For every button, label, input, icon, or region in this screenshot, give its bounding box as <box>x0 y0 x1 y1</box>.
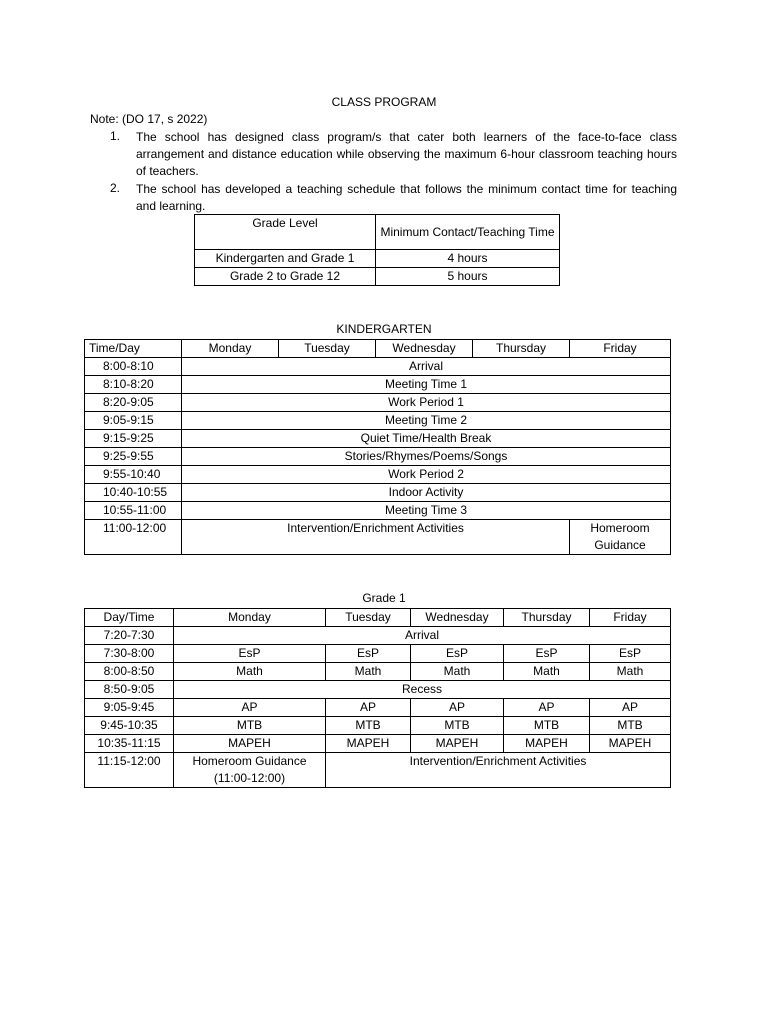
subject-cell: AP <box>411 699 504 717</box>
time-cell: 9:05-9:15 <box>85 412 182 430</box>
subject-cell: MAPEH <box>590 735 671 753</box>
activity-cell: Work Period 1 <box>182 394 671 412</box>
activity-cell: Work Period 2 <box>182 466 671 484</box>
table-header-row <box>85 340 671 358</box>
table-row <box>195 268 560 286</box>
subject-cell: MAPEH <box>411 735 504 753</box>
friday-cell: Homeroom Guidance <box>570 520 671 555</box>
table-header: Grade Level <box>195 215 376 250</box>
table-header: Friday <box>570 340 671 358</box>
activity-cell: Quiet Time/Health Break <box>182 430 671 448</box>
subject-cell: Math <box>590 663 671 681</box>
subject-cell: AP <box>326 699 411 717</box>
time-cell: 9:55-10:40 <box>85 466 182 484</box>
time-cell: 11:15-12:00 <box>85 753 174 788</box>
table-row <box>85 735 671 753</box>
table-header: Wednesday <box>411 609 504 627</box>
table-row <box>85 645 671 663</box>
contact-time-table <box>194 214 560 286</box>
note-list <box>110 129 677 216</box>
table-header: Monday <box>174 609 326 627</box>
table-row <box>85 753 671 788</box>
table-header: Tuesday <box>279 340 376 358</box>
subject-cell: MTB <box>504 717 590 735</box>
activity-cell: Arrival <box>182 358 671 376</box>
table-header: Wednesday <box>376 340 473 358</box>
table-row <box>85 412 671 430</box>
time-cell: 11:00-12:00 <box>85 520 182 555</box>
table-row <box>85 520 671 555</box>
table-cell: Kindergarten and Grade 1 <box>195 250 376 268</box>
time-cell: 8:00-8:50 <box>85 663 174 681</box>
subject-cell: Math <box>504 663 590 681</box>
table-header: Minimum Contact/Teaching Time <box>376 215 560 250</box>
subject-cell: EsP <box>504 645 590 663</box>
table-row <box>85 717 671 735</box>
time-cell: 9:45-10:35 <box>85 717 174 735</box>
table-cell: Grade 2 to Grade 12 <box>195 268 376 286</box>
subject-cell: MTB <box>590 717 671 735</box>
time-cell: 7:20-7:30 <box>85 627 174 645</box>
time-cell: 10:40-10:55 <box>85 484 182 502</box>
table-header: Thursday <box>504 609 590 627</box>
kindergarten-caption: KINDERGARTEN <box>336 322 432 336</box>
homeroom-time-line: (11:00-12:00) <box>213 771 286 785</box>
homeroom-cell <box>174 753 326 788</box>
subject-cell: MAPEH <box>326 735 411 753</box>
table-header: Tuesday <box>326 609 411 627</box>
note-line: Note: (DO 17, s 2022) <box>90 112 208 126</box>
table-row <box>85 448 671 466</box>
subject-cell: AP <box>174 699 326 717</box>
subject-cell: Math <box>411 663 504 681</box>
grade1-table <box>84 608 671 788</box>
subject-cell: EsP <box>411 645 504 663</box>
table-header: Day/Time <box>85 609 174 627</box>
subject-cell: Math <box>326 663 411 681</box>
list-item <box>110 129 677 180</box>
table-row <box>85 502 671 520</box>
list-number: 1. <box>110 129 121 143</box>
time-cell: 8:00-8:10 <box>85 358 182 376</box>
activity-cell: Meeting Time 1 <box>182 376 671 394</box>
table-row <box>85 484 671 502</box>
table-header: Friday <box>590 609 671 627</box>
subject-cell: EsP <box>174 645 326 663</box>
activity-cell: Intervention/Enrichment Activities <box>326 753 671 788</box>
list-text: The school has developed a teaching schedule that follows the minimum contact time for teaching and learning. <box>136 182 677 213</box>
table-cell: 4 hours <box>376 250 560 268</box>
subject-cell: MTB <box>326 717 411 735</box>
time-cell: 10:55-11:00 <box>85 502 182 520</box>
time-cell: 9:25-9:55 <box>85 448 182 466</box>
activity-cell: Indoor Activity <box>182 484 671 502</box>
page-title: CLASS PROGRAM <box>331 95 437 109</box>
activity-cell: Recess <box>174 681 671 699</box>
activity-cell: Arrival <box>174 627 671 645</box>
activity-cell: Stories/Rhymes/Poems/Songs <box>182 448 671 466</box>
table-header-row <box>85 609 671 627</box>
time-cell: 8:50-9:05 <box>85 681 174 699</box>
subject-cell: MTB <box>174 717 326 735</box>
table-row <box>85 681 671 699</box>
subject-cell: Math <box>174 663 326 681</box>
subject-cell: EsP <box>326 645 411 663</box>
table-row <box>195 250 560 268</box>
activity-cell: Meeting Time 2 <box>182 412 671 430</box>
time-cell: 8:10-8:20 <box>85 376 182 394</box>
table-header: Monday <box>182 340 279 358</box>
table-row <box>85 358 671 376</box>
homeroom-line: Homeroom Guidance <box>192 754 307 768</box>
list-number: 2. <box>110 181 121 195</box>
subject-cell: EsP <box>590 645 671 663</box>
table-row <box>85 627 671 645</box>
table-row <box>85 699 671 717</box>
table-row <box>85 394 671 412</box>
grade1-caption: Grade 1 <box>362 591 406 605</box>
subject-cell: MTB <box>411 717 504 735</box>
table-header: Time/Day <box>85 340 182 358</box>
subject-cell: AP <box>590 699 671 717</box>
activity-cell: Meeting Time 3 <box>182 502 671 520</box>
list-text: The school has designed class program/s that cater both learners of the face-to-face class arrangement and distance education while observing the maximum 6-hour classroom teaching hours of teachers. <box>136 130 677 178</box>
table-row <box>85 663 671 681</box>
time-cell: 9:15-9:25 <box>85 430 182 448</box>
time-cell: 8:20-9:05 <box>85 394 182 412</box>
table-header-row <box>195 215 560 250</box>
time-cell: 7:30-8:00 <box>85 645 174 663</box>
table-row <box>85 376 671 394</box>
table-row <box>85 466 671 484</box>
time-cell: 10:35-11:15 <box>85 735 174 753</box>
list-item <box>110 181 677 215</box>
activity-cell: Intervention/Enrichment Activities <box>182 520 570 555</box>
table-cell: 5 hours <box>376 268 560 286</box>
table-header: Thursday <box>473 340 570 358</box>
subject-cell: MAPEH <box>174 735 326 753</box>
table-row <box>85 430 671 448</box>
subject-cell: AP <box>504 699 590 717</box>
subject-cell: MAPEH <box>504 735 590 753</box>
kindergarten-table <box>84 339 671 555</box>
time-cell: 9:05-9:45 <box>85 699 174 717</box>
